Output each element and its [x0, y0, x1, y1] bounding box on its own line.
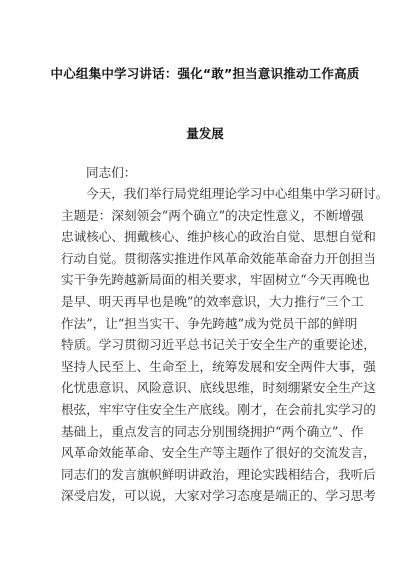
- body-line: 行动自觉。贯彻落实推进作风革命效能革命奋力开创担当: [61, 250, 376, 266]
- body-line: 主题是：深刻领会“两个确立”的决定性意义，不断增强: [61, 207, 364, 223]
- body-line: 坚持人民至上、生命至上，统筹发展和安全两件大事，强: [61, 358, 376, 374]
- document-title-line-1: 中心组集中学习讲话：强化“敢”担当意识推动工作高质: [50, 66, 360, 81]
- body-line: 风革命效能革命、安全生产等主题作了很好的交流发言，: [61, 445, 376, 461]
- body-line: 特质。学习贯彻习近平总书记关于安全生产的重要论述，: [61, 337, 376, 353]
- greeting: 同志们：: [86, 165, 137, 180]
- document-title-line-2: 量发展: [186, 126, 224, 141]
- body-paragraph: [61, 183, 389, 507]
- body-line: 根弦，牢牢守住安全生产底线。刚才，在会前扎实学习的: [61, 401, 376, 417]
- body-line: 作法”，让“担当实干、争先跨越”成为党员干部的鲜明: [61, 315, 358, 331]
- body-line: 基础上，重点发言的同志分别围绕拥护“两个确立”、作: [61, 423, 364, 439]
- body-line: 忠诚核心、拥戴核心、维护核心的政治自觉、思想自觉和: [61, 229, 376, 245]
- body-line: 今天，我们举行局党组理论学习中心组集中学习研讨。: [86, 186, 389, 201]
- body-line: 同志们的发言旗帜鲜明讲政治，理论实践相结合，我听后: [61, 466, 376, 482]
- body-line: 深受启发，可以说，大家对学习态度是端正的、学习思考: [61, 488, 376, 504]
- body-line: 实干争先跨越新局面的相关要求，牢固树立“今天再晚也: [61, 272, 370, 288]
- body-line: 是早、明天再早也是晚”的效率意识，大力推行“三个工: [61, 293, 364, 309]
- body-line: 化忧患意识、风险意识、底线思维，时刻绷紧安全生产这: [61, 380, 376, 396]
